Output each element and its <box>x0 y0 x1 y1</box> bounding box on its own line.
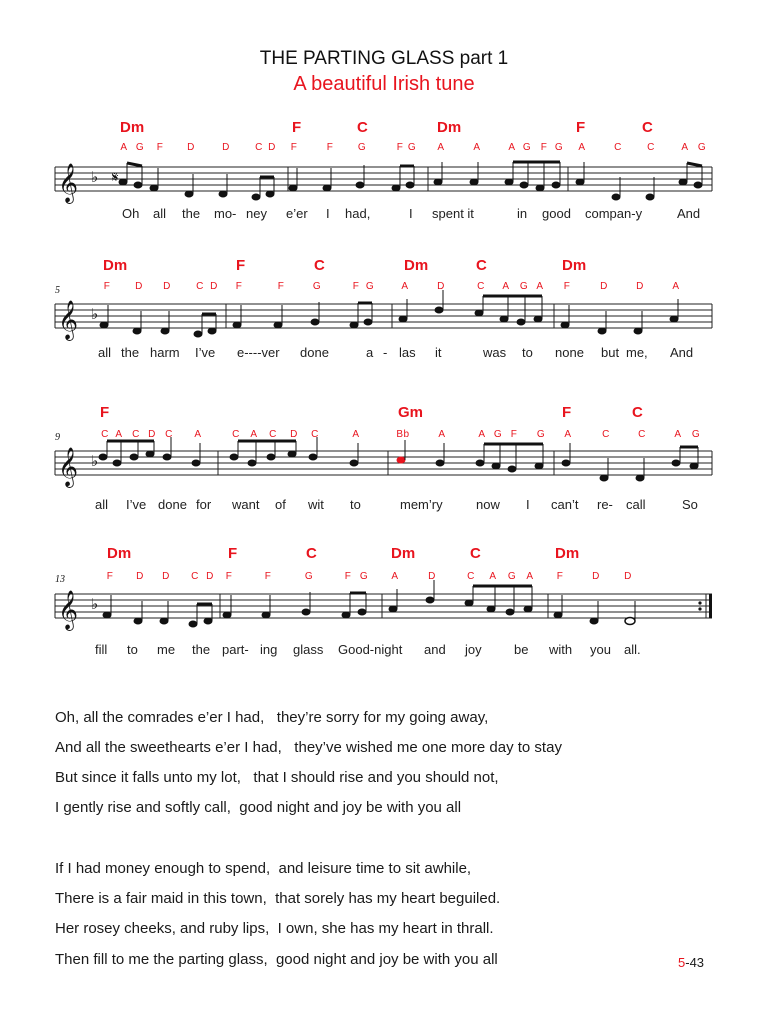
note-letter: G <box>691 429 701 440</box>
chord-symbol: F <box>100 404 110 421</box>
note-letter: C <box>101 429 109 440</box>
flat-key-signature-icon: ♭ <box>91 452 99 470</box>
chord-symbol: C <box>632 404 643 421</box>
lyric-word: to <box>350 497 361 512</box>
lyric-word: of <box>275 497 286 512</box>
flat-key-signature-icon: ♭ <box>91 168 99 186</box>
lyric-word: it <box>435 345 442 360</box>
chord-symbol: Dm <box>404 257 429 274</box>
note-letter: F <box>106 571 114 582</box>
lyric-word: I <box>526 497 530 512</box>
note-letter: D <box>268 142 276 153</box>
chord-symbol: C <box>306 545 317 562</box>
note-letter: A <box>502 281 510 292</box>
chord-symbol: Dm <box>120 119 145 136</box>
chord-symbol: F <box>576 119 586 136</box>
note-letter: C <box>647 142 655 153</box>
verse-line: Then fill to me the parting glass, good night and joy be with you all <box>55 951 498 968</box>
repeat-dot <box>698 601 701 604</box>
lyric-word: done <box>300 345 329 360</box>
lyric-word: me, <box>626 345 648 360</box>
note-letter: A <box>674 429 682 440</box>
lyric-word: to <box>127 642 138 657</box>
note-letter: D <box>428 571 436 582</box>
note-letter: F <box>556 571 564 582</box>
chord-symbol: C <box>476 257 487 274</box>
note-letter: F <box>326 142 334 153</box>
lyric-word: a <box>366 345 374 360</box>
note-letter: G <box>536 429 546 440</box>
verse-line: Her rosey cheeks, and ruby lips, I own, she has my heart in thrall. <box>55 920 494 937</box>
treble-clef-icon: 𝄞 <box>58 447 79 487</box>
lyric-word: all <box>95 497 109 512</box>
lyric-word: And <box>677 206 701 221</box>
svg-text:𝄋: 𝄋 <box>112 168 119 186</box>
lyric-word: now <box>476 497 500 512</box>
note-letter: A <box>536 281 544 292</box>
note-letter: A <box>578 142 586 153</box>
verse-line: If I had money enough to spend, and leisure time to sit awhile, <box>55 860 472 877</box>
lyric-word: part- <box>222 642 249 657</box>
measure-number: 5 <box>55 285 60 296</box>
lyric-word: the <box>192 642 211 657</box>
chord-symbol: F <box>228 545 238 562</box>
verse-line: And all the sweethearts e’er I had, they’ve wished me one more day to stay <box>55 739 562 756</box>
note-letter: F <box>396 142 404 153</box>
note-letter: C <box>196 281 204 292</box>
note-letter: G <box>522 142 532 153</box>
lyric-word: ney <box>246 206 267 221</box>
verse-line: Oh, all the comrades e’er I had, they’re sorry for my going away, <box>55 709 489 726</box>
note-letter: D <box>162 571 170 582</box>
chord-symbol: F <box>562 404 572 421</box>
note-letter: D <box>163 281 171 292</box>
note-letter: F <box>156 142 164 153</box>
lyric-word: wit <box>308 497 324 512</box>
song-subtitle: A beautiful Irish tune <box>293 73 475 95</box>
lyric-word: I <box>326 206 330 221</box>
lyric-word: I’ve <box>195 345 216 360</box>
note-letter: C <box>311 429 319 440</box>
note-letter: A <box>672 281 680 292</box>
lyric-word: all. <box>624 642 641 657</box>
chord-symbol: Dm <box>437 119 462 136</box>
note-letter: D <box>148 429 156 440</box>
note-letter: G <box>554 142 564 153</box>
note-letter: G <box>507 571 517 582</box>
note-letter: D <box>592 571 600 582</box>
chord-symbol: C <box>314 257 325 274</box>
note-letter: D <box>437 281 445 292</box>
chord-symbol: C <box>357 119 368 136</box>
lyric-word: can’t <box>551 497 579 512</box>
lyric-word: e’er <box>286 206 308 221</box>
lyric-word: - <box>383 345 388 360</box>
note-letter: F <box>235 281 243 292</box>
lyric-word: Good-night <box>338 642 403 657</box>
note-letter: F <box>225 571 233 582</box>
lyric-word: spent it <box>432 206 474 221</box>
lyric-word: but <box>601 345 620 360</box>
note-letter: D <box>290 429 298 440</box>
note-letter: G <box>493 429 503 440</box>
repeat-dot <box>698 607 701 610</box>
lyric-word: you <box>590 642 611 657</box>
lyric-word: re- <box>597 497 613 512</box>
treble-clef-icon: 𝄞 <box>58 300 79 340</box>
lyric-word: all <box>98 345 112 360</box>
lyric-word: done <box>158 497 187 512</box>
note-letter: F <box>352 281 360 292</box>
note-letter: D <box>624 571 632 582</box>
note-letter: G <box>359 571 369 582</box>
lyric-word: had, <box>345 206 371 221</box>
note-letter: A <box>438 429 446 440</box>
lyric-word: the <box>182 206 201 221</box>
note-letter: C <box>477 281 485 292</box>
note-letter: A <box>352 429 360 440</box>
note-letter: C <box>602 429 610 440</box>
measure-number: 13 <box>55 574 65 585</box>
note-letter: D <box>636 281 644 292</box>
note-letter: G <box>407 142 417 153</box>
flat-key-signature-icon: ♭ <box>91 305 99 323</box>
lyric-word: for <box>196 497 212 512</box>
lyric-word: e----ver <box>237 345 280 360</box>
note-letter: F <box>277 281 285 292</box>
lyric-word: mem’ry <box>400 497 443 512</box>
lyric-word: want <box>232 497 260 512</box>
note-letter: F <box>103 281 111 292</box>
note-letter: D <box>206 571 214 582</box>
lyric-word: the <box>121 345 140 360</box>
chord-symbol: C <box>642 119 653 136</box>
note-letter: C <box>467 571 475 582</box>
note-letter: D <box>135 281 143 292</box>
lyric-word: all <box>153 206 167 221</box>
note-letter: C <box>614 142 622 153</box>
note-letter: D <box>136 571 144 582</box>
note-letter: C <box>132 429 140 440</box>
note-letter: F <box>563 281 571 292</box>
note-letter: A <box>250 429 258 440</box>
treble-clef-icon: 𝄞 <box>58 590 79 630</box>
verse-line: There is a fair maid in this town, that sorely has my heart beguiled. <box>55 890 501 907</box>
section-number: 5 <box>678 955 686 970</box>
lyric-word: me <box>157 642 176 657</box>
note-letter: A <box>473 142 481 153</box>
note-letter: F <box>510 429 518 440</box>
lyric-word: good <box>542 206 571 221</box>
lyric-word: las <box>399 345 416 360</box>
note-letter: A <box>120 142 128 153</box>
final-barline <box>709 594 712 618</box>
lyric-word: none <box>555 345 584 360</box>
note-letter: A <box>115 429 123 440</box>
lyric-word: be <box>514 642 529 657</box>
lyric-word: ing <box>260 642 278 657</box>
note-letter: C <box>165 429 173 440</box>
flat-key-signature-icon: ♭ <box>91 595 99 613</box>
chord-symbol: Dm <box>391 545 416 562</box>
note-letter: G <box>304 571 314 582</box>
lyric-word: in <box>517 206 528 221</box>
lyric-word: joy <box>465 642 482 657</box>
note-letter: A <box>194 429 202 440</box>
note-letter: F <box>540 142 548 153</box>
note-letter: F <box>344 571 352 582</box>
chord-symbol: Dm <box>103 257 128 274</box>
note-letter: D <box>600 281 608 292</box>
page-separator: - <box>685 955 690 970</box>
note-letter: G <box>365 281 375 292</box>
note-letter: C <box>191 571 199 582</box>
chord-symbol: F <box>236 257 246 274</box>
lyric-word: And <box>670 345 694 360</box>
note-letter: G <box>697 142 707 153</box>
note-letter: D <box>210 281 218 292</box>
note-letter: A <box>489 571 497 582</box>
note-letter: G <box>357 142 367 153</box>
page-number <box>678 955 704 970</box>
note-letter: C <box>638 429 646 440</box>
lyric-word: call <box>626 497 646 512</box>
verse-line: But since it falls unto my lot, that I should rise and you should not, <box>55 769 499 786</box>
lyric-word: to <box>522 345 533 360</box>
note-letter: D <box>187 142 195 153</box>
note-letter: A <box>508 142 516 153</box>
note-letter: A <box>401 281 409 292</box>
lyric-word: I <box>409 206 413 221</box>
chord-symbol: Dm <box>562 257 587 274</box>
lyric-word: with <box>549 642 573 657</box>
note-letter: A <box>391 571 399 582</box>
note-letter: G <box>312 281 322 292</box>
chord-symbol: F <box>292 119 302 136</box>
measure-number: 9 <box>55 432 60 443</box>
note-letter: D <box>222 142 230 153</box>
chord-symbol: Dm <box>107 545 132 562</box>
chord-symbol: C <box>470 545 481 562</box>
note-letter: A <box>526 571 534 582</box>
lyric-word: fill <box>95 642 108 657</box>
lyric-word: So <box>682 497 698 512</box>
treble-clef-icon: 𝄞 <box>58 163 79 203</box>
page-index: 43 <box>689 955 705 970</box>
lyric-word: glass <box>293 642 324 657</box>
note-letter: A <box>681 142 689 153</box>
lyric-word: and <box>424 642 446 657</box>
note-letter: G <box>135 142 145 153</box>
chord-symbol: Dm <box>555 545 580 562</box>
note-letter: A <box>478 429 486 440</box>
lyric-word: compan-y <box>585 206 643 221</box>
note-letter: C <box>255 142 263 153</box>
note-letter: F <box>290 142 298 153</box>
note-letter: A <box>437 142 445 153</box>
note-letter: A <box>564 429 572 440</box>
chord-symbol: Gm <box>398 404 424 421</box>
lyric-word: Oh <box>122 206 140 221</box>
verse-line: I gently rise and softly call, good night and joy be with you all <box>55 799 462 816</box>
note-letter: G <box>519 281 529 292</box>
note-letter: C <box>269 429 277 440</box>
lyric-word: I’ve <box>126 497 147 512</box>
lyric-word: mo- <box>214 206 237 221</box>
note-letter: F <box>264 571 272 582</box>
note-letter: Bb <box>396 429 410 440</box>
note-letter: C <box>232 429 240 440</box>
song-title: THE PARTING GLASS part 1 <box>259 48 509 69</box>
lyric-word: was <box>483 345 507 360</box>
lyric-word: harm <box>150 345 180 360</box>
